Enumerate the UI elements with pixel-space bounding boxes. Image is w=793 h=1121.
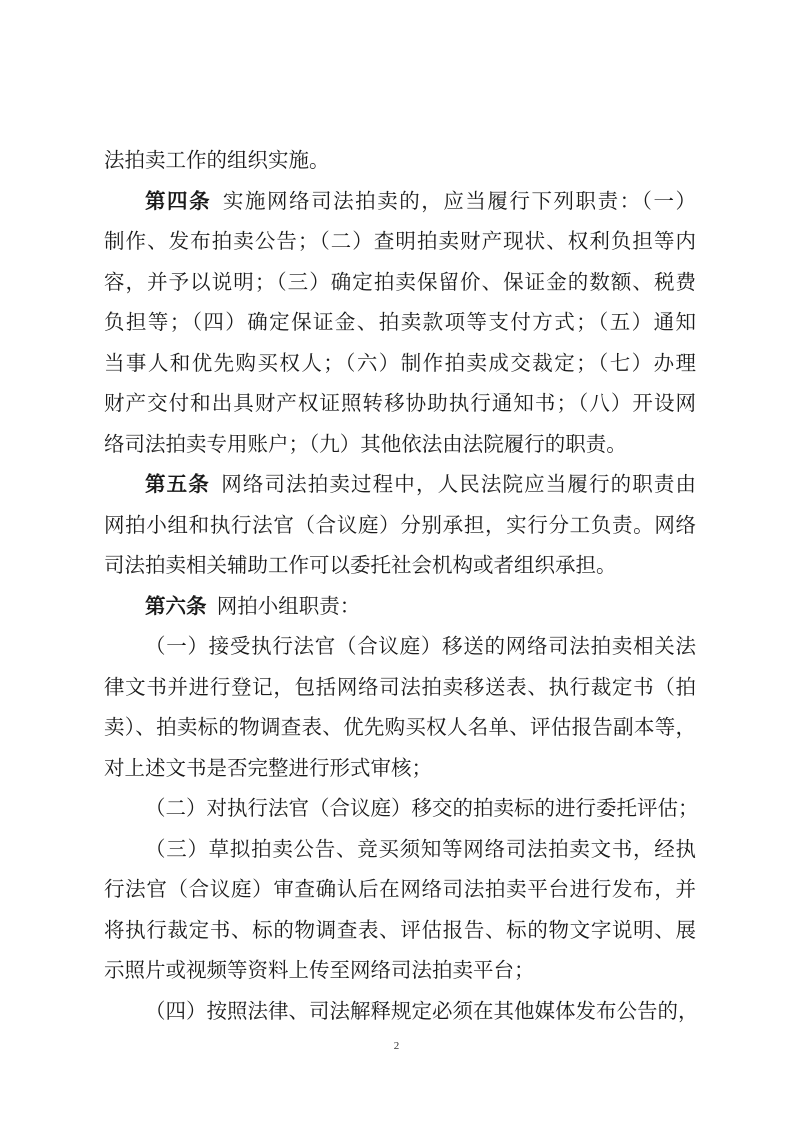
text-line (104, 707, 696, 748)
line-text: 律文书并进行登记，包括网络司法拍卖移送表、执行裁定书（拍 (104, 674, 696, 699)
text-line (104, 586, 696, 627)
line-text: 司法拍卖相关辅助工作可以委托社会机构或者组织承担。 (104, 553, 617, 577)
text-line (104, 950, 696, 991)
text-line (104, 910, 696, 951)
line-text: 网拍小组职责： (216, 593, 361, 618)
line-text: （一）接受执行法官（合议庭）移送的网络司法拍卖相关法 (145, 634, 696, 658)
line-text: 制作、发布拍卖公告；（二）查明拍卖财产现状、权利负担等内 (104, 229, 696, 253)
document-body (104, 140, 699, 1031)
text-line (104, 302, 696, 343)
text-line (104, 140, 696, 181)
line-text: 络司法拍卖专用账户；（九）其他依法由法院履行的职责。 (104, 431, 627, 456)
line-text: 网拍小组和执行法官（合议庭）分别承担，实行分工负责。网络 (104, 512, 696, 537)
line-text: 实施网络司法拍卖的，应当履行下列职责：（一） (221, 188, 697, 213)
line-text: （二）对执行法官（合议庭）移交的拍卖标的进行委托评估； (145, 796, 699, 820)
text-line (104, 748, 696, 789)
article-heading: 第五条 (145, 472, 210, 496)
text-line (104, 869, 696, 910)
text-line (104, 464, 696, 505)
line-text: 容，并予以说明；（三）确定拍卖保留价、保证金的数额、税费 (104, 269, 696, 294)
text-line (104, 181, 696, 222)
line-text: 财产交付和出具财产权证照转移协助执行通知书；（八）开设网 (104, 391, 696, 415)
line-text: 示照片或视频等资料上传至网络司法拍卖平台； (104, 958, 535, 982)
text-line (104, 829, 696, 870)
text-line (104, 383, 696, 424)
line-text: 卖）、拍卖标的物调查表、优先购买权人名单、评估报告副本等， (104, 715, 696, 739)
text-line (104, 343, 696, 384)
text-line (104, 667, 696, 708)
text-line (104, 991, 699, 1032)
line-text: 行法官（合议庭）审查确认后在网络司法拍卖平台进行发布，并 (104, 877, 696, 901)
page-number: 2 (393, 1040, 400, 1052)
line-text: （三）草拟拍卖公告、竞买须知等网络司法拍卖文书，经执 (145, 836, 696, 861)
line-text: 当事人和优先购买权人；（六）制作拍卖成交裁定；（七）办理 (104, 350, 696, 375)
text-line (104, 505, 696, 546)
line-text: 对上述文书是否完整进行形式审核； (104, 755, 432, 780)
text-line (104, 221, 696, 262)
article-heading: 第四条 (145, 188, 212, 213)
line-text: 网络司法拍卖过程中，人民法院应当履行的职责由 (220, 472, 696, 496)
line-text: （四）按照法律、司法解释规定必须在其他媒体发布公告的， (145, 998, 699, 1023)
article-heading: 第六条 (145, 593, 207, 618)
text-line (104, 788, 699, 829)
text-line (104, 262, 696, 303)
text-line (104, 424, 696, 465)
line-text: 将执行裁定书、标的物调查表、评估报告、标的物文字说明、展 (104, 917, 696, 942)
line-text: 负担等；（四）确定保证金、拍卖款项等支付方式；（五）通知 (104, 310, 696, 334)
text-line (104, 626, 696, 667)
line-text: 法拍卖工作的组织实施。 (104, 148, 330, 172)
text-line (104, 545, 696, 586)
